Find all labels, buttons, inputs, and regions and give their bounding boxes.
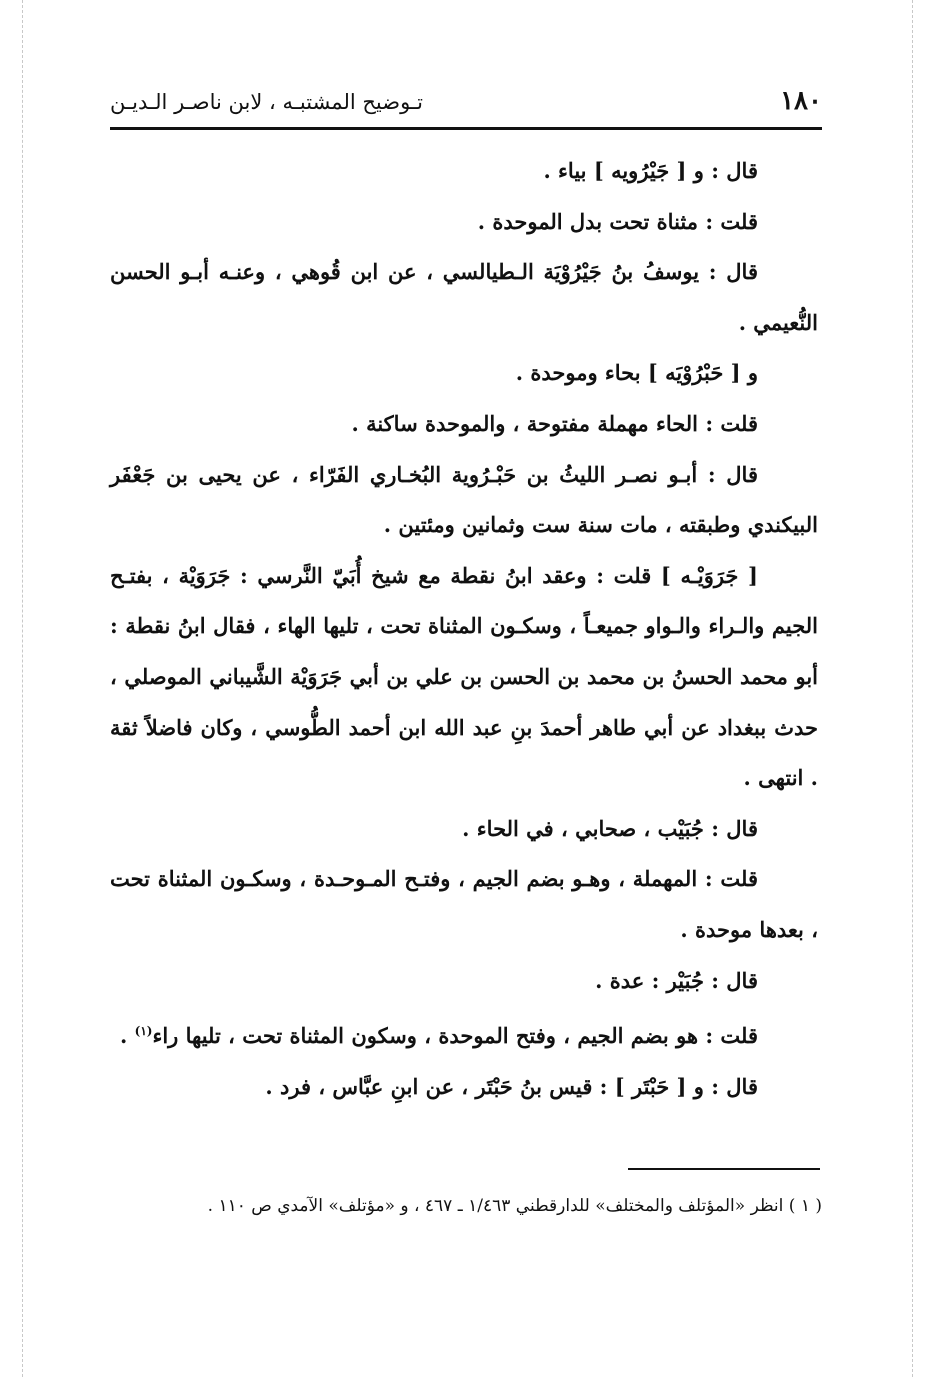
footnote-marker: (١) xyxy=(134,1024,153,1039)
main-text xyxy=(110,146,818,1112)
paragraph-10: قال : جُبَيْر : عدة . xyxy=(595,967,758,993)
paragraph-9: قلت : المهملة ، وهـو بضم الجيم ، وفتـح المـوحـدة ، وسكـون المثناة تحت ، بعدها موحدة . xyxy=(110,866,818,942)
footnote-1: ( ١ ) انظر «المؤتلف والمختلف» للدارقطني ١/٤٦٣ ـ ٤٦٧ ، و «مؤتلف» الآمدي ص ١١٠ . xyxy=(207,1196,822,1216)
right-margin-guide xyxy=(912,0,913,1377)
paragraph-2: قلت : مثناة تحت بدل الموحدة . xyxy=(477,208,758,234)
paragraph-7: [ جَرَوَيْـه ] قلت : وعقد ابنُ نقطة مع شيخ أُبَيّ النَّرسي : جَرَوَيْة ، بفتـح الجيم والـراء والـواو جميعـاً ، وسكـون المثناة تحت ، تليها الهاء ، فقال ابنُ نقطة : أبو محمد الحسنُ بن محمد بن الحسن بن علي بن أبي جَرَوَيْة الشَّيباني الموصلي ، حدث ببغداد عن أبي طاهر أحمدَ بنِ عبد الله ابن أحمد الطُّوسي ، وكان فاضلاً ثقة . انتهى . xyxy=(110,562,818,791)
header-rule xyxy=(110,127,822,130)
paragraph-11-end: . xyxy=(120,1023,135,1049)
footnotes xyxy=(110,1186,822,1226)
page-header xyxy=(110,84,822,124)
paragraph-4: و [ حَبْرُوْيَه ] بحاء وموحدة . xyxy=(515,360,758,386)
paragraph-1: قال : و [ جَيْرُويه ] بياء . xyxy=(543,158,758,183)
left-margin-guide xyxy=(22,0,23,1377)
paragraph-6: قال : أبـو نصـر الليثُ بن حَبْـرُوية البُخـاري الفَرّاء ، عن يحيى بن جَعْفَر البيكندي وطبقته ، مات سنة ست وثمانين ومئتين . xyxy=(110,461,818,538)
paragraph-8: قال : جُبَيْب ، صحابي ، في الحاء . xyxy=(462,815,758,841)
paragraph-5: قلت : الحاء مهملة مفتوحة ، والموحدة ساكنة . xyxy=(351,410,758,436)
paragraph-3: قال : يوسفُ بنُ جَيْرُوْيَة الـطيالسي ، عن ابن قُوهي ، وعنـه أبـو الحسن النُّعيمي . xyxy=(110,259,818,335)
running-title: تـوضيح المشتبـه ، لابن ناصـر الـديـن xyxy=(110,90,423,114)
page-number: ١٨٠ xyxy=(780,86,822,116)
paragraph-11 xyxy=(110,1006,818,1062)
footnote-rule xyxy=(628,1168,820,1170)
paragraph-11-text: قلت : هو بضم الجيم ، وفتح الموحدة ، وسكون المثناة تحت ، تليها راء xyxy=(152,1023,758,1049)
paragraph-12: قال : و [ حَبْتَر ] : قيس بنُ حَبْتَر ، عن ابنِ عبَّاس ، فرد . xyxy=(265,1073,758,1099)
